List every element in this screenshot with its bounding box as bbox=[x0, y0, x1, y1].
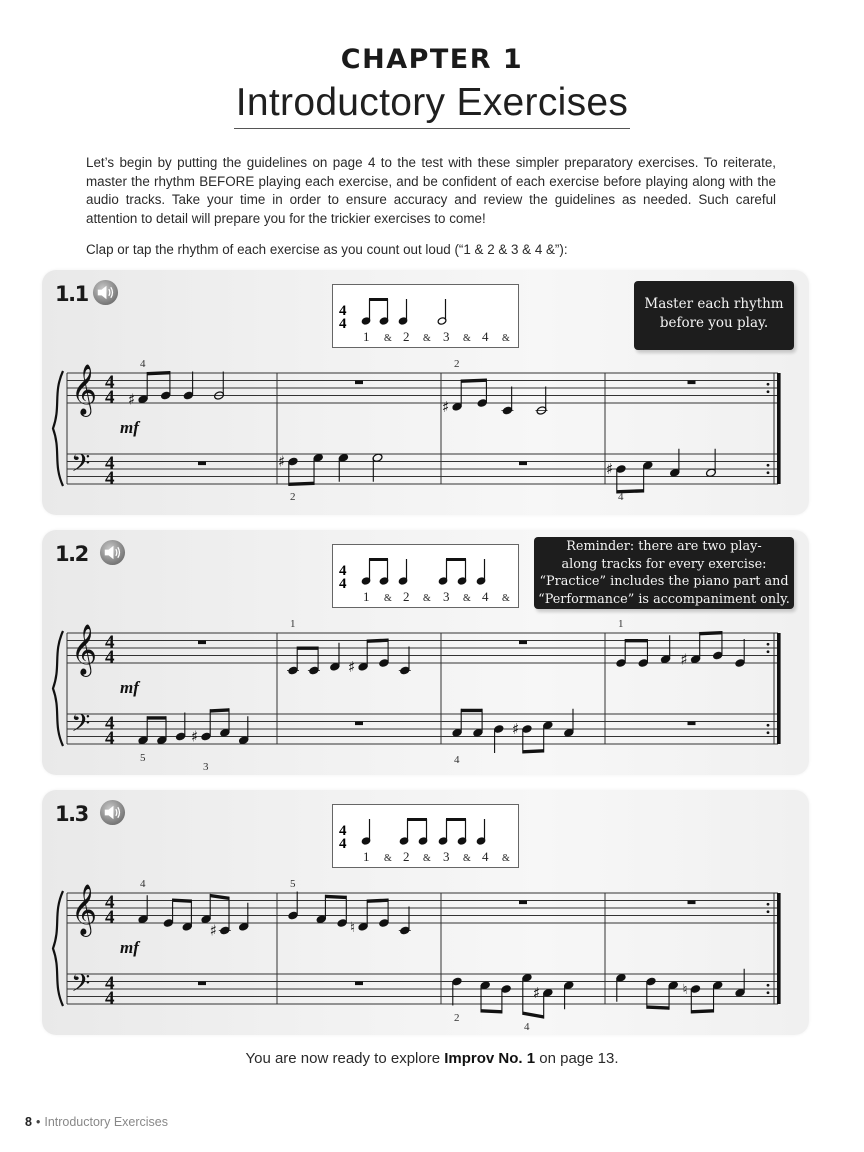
improv-reference: Improv No. 1 bbox=[444, 1050, 536, 1067]
repeat-dot bbox=[767, 991, 770, 994]
beam bbox=[147, 371, 170, 375]
chapter-label: CHAPTER 1 bbox=[340, 44, 524, 75]
svg-text:4: 4 bbox=[339, 836, 347, 852]
svg-text:1: 1 bbox=[363, 589, 370, 604]
svg-text:&: & bbox=[423, 593, 431, 604]
fingering: 2 bbox=[290, 491, 296, 503]
beam bbox=[625, 639, 647, 642]
svg-text:1: 1 bbox=[363, 849, 370, 864]
repeat-dot bbox=[767, 731, 770, 734]
svg-text:4: 4 bbox=[482, 329, 489, 344]
beam bbox=[210, 894, 229, 900]
treble-measure-1 bbox=[128, 358, 225, 408]
treble-measure-1 bbox=[198, 641, 206, 645]
bass-clef-icon: 𝄢 bbox=[71, 969, 91, 1004]
exercise-number: 1.1 bbox=[55, 282, 88, 306]
closing-text: You are now ready to explore bbox=[245, 1050, 445, 1067]
intro-paragraph: Let’s begin by putting the guidelines on page 4 to the test with these simpler preparatory exercises. To reiterate, master the rhythm BEFORE playing each exercise, and be confident of each exercise before playing along with the audio tracks. Take your time in order to ensure accuracy and review the guidelines as needed. Such careful attention to detail will prepare you for the trickier exercises to come! bbox=[86, 155, 776, 226]
beam bbox=[173, 899, 192, 903]
treble-clef-icon: 𝄞 bbox=[71, 624, 98, 675]
exercise-panel-1-3 bbox=[42, 790, 809, 1035]
treble-measure-4 bbox=[688, 901, 696, 905]
sharp-icon: ♯ bbox=[191, 727, 199, 746]
fingering: 2 bbox=[454, 358, 460, 370]
fingering: 4 bbox=[618, 491, 624, 503]
svg-text:&: & bbox=[423, 333, 431, 344]
repeat-dot bbox=[767, 464, 770, 467]
svg-text:2: 2 bbox=[403, 849, 410, 864]
natural-icon: ♮ bbox=[350, 919, 356, 936]
repeat-dot bbox=[767, 910, 770, 913]
page-footer bbox=[25, 1115, 168, 1129]
fingering: 4 bbox=[454, 753, 460, 766]
bass-time-signature-top: 4 bbox=[105, 973, 115, 994]
svg-text:3: 3 bbox=[443, 589, 450, 604]
whole-rest bbox=[519, 901, 527, 905]
fingering: 4 bbox=[140, 358, 146, 370]
grand-staff bbox=[42, 270, 809, 515]
closing-note bbox=[0, 1050, 864, 1067]
bass-measure-1 bbox=[198, 982, 206, 986]
page-number: 8 bbox=[25, 1115, 32, 1129]
treble-clef-icon: 𝄞 bbox=[71, 364, 98, 415]
bass-clef-icon: 𝄢 bbox=[71, 449, 91, 484]
sharp-icon: ♯ bbox=[442, 397, 450, 416]
treble-measure-2 bbox=[287, 878, 410, 936]
treble-clef-icon: 𝄞 bbox=[71, 884, 98, 935]
svg-text:&: & bbox=[384, 333, 392, 344]
treble-time-signature-top: 4 bbox=[105, 632, 115, 653]
repeat-dot bbox=[767, 471, 770, 474]
exercise-number: 1.2 bbox=[55, 542, 88, 566]
final-barline bbox=[777, 373, 781, 484]
treble-measure-3 bbox=[519, 901, 527, 905]
whole-rest bbox=[688, 901, 696, 905]
svg-text:&: & bbox=[502, 593, 510, 604]
dynamic-marking: mf bbox=[120, 678, 139, 697]
clap-instruction: Clap or tap the rhythm of each exercise as you count out loud (“1 & 2 & 3 & 4 &”): bbox=[86, 242, 568, 257]
brace bbox=[53, 371, 63, 486]
bass-time-signature-top: 4 bbox=[105, 453, 115, 474]
bass-measure-3 bbox=[451, 709, 574, 766]
treble-time-signature-top: 4 bbox=[105, 892, 115, 913]
page-title bbox=[0, 80, 864, 129]
fingering: 1 bbox=[618, 618, 624, 630]
fingering: 5 bbox=[140, 752, 146, 764]
bass-measure-1 bbox=[198, 462, 206, 466]
whole-rest bbox=[198, 641, 206, 645]
tip-line: “Practice” includes the piano part and bbox=[539, 574, 789, 590]
repeat-dot bbox=[767, 643, 770, 646]
sharp-icon: ♯ bbox=[348, 657, 356, 676]
sharp-icon: ♯ bbox=[278, 452, 286, 471]
dynamic-marking: mf bbox=[120, 418, 139, 437]
whole-rest bbox=[688, 381, 696, 385]
svg-text:2: 2 bbox=[403, 589, 410, 604]
treble-measure-2 bbox=[287, 618, 411, 676]
bass-measure-4 bbox=[606, 449, 716, 503]
whole-rest bbox=[198, 462, 206, 466]
beam bbox=[367, 899, 388, 903]
bass-time-signature-bottom: 4 bbox=[105, 988, 115, 1009]
sharp-icon: ♯ bbox=[128, 390, 136, 409]
beam bbox=[523, 749, 544, 753]
treble-measure-4 bbox=[615, 618, 745, 668]
exercise-panel-1-1 bbox=[42, 270, 809, 515]
repeat-dot bbox=[767, 903, 770, 906]
bass-measure-4 bbox=[615, 969, 745, 1014]
grand-staff bbox=[42, 530, 809, 775]
bass-measure-3 bbox=[451, 973, 574, 1033]
bass-measure-2 bbox=[355, 982, 363, 986]
footer-separator: • bbox=[35, 1115, 41, 1129]
final-barline bbox=[777, 633, 781, 744]
beam bbox=[461, 709, 482, 712]
svg-text:4: 4 bbox=[482, 589, 489, 604]
treble-measure-4 bbox=[688, 381, 696, 385]
exercise-panel-1-2 bbox=[42, 530, 809, 775]
fingering: 4 bbox=[140, 878, 146, 890]
beam bbox=[691, 1009, 713, 1013]
svg-text:&: & bbox=[384, 593, 392, 604]
beam bbox=[147, 716, 166, 719]
sharp-icon: ♯ bbox=[606, 460, 614, 478]
beam bbox=[210, 708, 229, 712]
svg-text:3: 3 bbox=[443, 849, 450, 864]
beam bbox=[367, 639, 388, 643]
repeat-dot bbox=[767, 390, 770, 393]
repeat-dot bbox=[767, 984, 770, 987]
whole-rest bbox=[519, 462, 527, 466]
svg-text:4: 4 bbox=[339, 303, 347, 319]
beam bbox=[481, 1009, 502, 1013]
bass-time-signature-top: 4 bbox=[105, 713, 115, 734]
treble-time-signature-bottom: 4 bbox=[105, 907, 115, 928]
svg-text:&: & bbox=[463, 333, 471, 344]
bass-measure-2 bbox=[355, 722, 363, 726]
svg-text:2: 2 bbox=[403, 329, 410, 344]
footer-section: Introductory Exercises bbox=[44, 1115, 169, 1129]
bass-time-signature-bottom: 4 bbox=[105, 728, 115, 749]
beam bbox=[325, 895, 346, 899]
beam bbox=[700, 631, 722, 635]
treble-time-signature-top: 4 bbox=[105, 372, 115, 393]
repeat-dot bbox=[767, 383, 770, 386]
sharp-icon: ♯ bbox=[512, 720, 520, 738]
fingering: 2 bbox=[454, 1012, 460, 1024]
sharp-icon: ♯ bbox=[532, 983, 541, 1002]
svg-text:&: & bbox=[463, 853, 471, 864]
tip-line: Master each rhythm bbox=[644, 296, 784, 312]
treble-time-signature-bottom: 4 bbox=[105, 647, 115, 668]
fingering: 3 bbox=[203, 761, 209, 773]
beam bbox=[297, 647, 318, 650]
bass-measure-1 bbox=[137, 708, 249, 773]
treble-time-signature-bottom: 4 bbox=[105, 387, 115, 408]
whole-rest bbox=[355, 982, 363, 986]
tip-line: “Performance” is accompaniment only. bbox=[538, 591, 790, 607]
fingering: 4 bbox=[524, 1021, 530, 1033]
dynamic-marking: mf bbox=[120, 938, 139, 957]
svg-text:&: & bbox=[384, 853, 392, 864]
svg-text:3: 3 bbox=[443, 329, 450, 344]
beam bbox=[523, 1011, 544, 1018]
treble-measure-3 bbox=[442, 358, 548, 416]
bass-measure-2 bbox=[278, 453, 383, 504]
grand-staff bbox=[42, 790, 809, 1035]
bass-clef-icon: 𝄢 bbox=[71, 709, 91, 744]
treble-measure-3 bbox=[519, 641, 527, 645]
svg-text:4: 4 bbox=[339, 576, 347, 592]
svg-text:&: & bbox=[502, 333, 510, 344]
tip-line: Reminder: there are two play- bbox=[566, 539, 762, 554]
exercise-number: 1.3 bbox=[55, 802, 88, 826]
beam bbox=[647, 1005, 669, 1009]
closing-text-end: on page 13. bbox=[535, 1050, 619, 1067]
beam bbox=[289, 482, 314, 486]
final-barline bbox=[777, 893, 781, 1004]
bass-measure-4 bbox=[688, 722, 696, 726]
tip-line: before you play. bbox=[659, 315, 769, 331]
sharp-icon: ♯ bbox=[209, 921, 218, 940]
repeat-dot bbox=[767, 650, 770, 653]
svg-text:1: 1 bbox=[363, 329, 370, 344]
repeat-dot bbox=[767, 724, 770, 727]
svg-text:&: & bbox=[423, 853, 431, 864]
sharp-icon: ♯ bbox=[680, 650, 688, 669]
svg-text:4: 4 bbox=[339, 563, 347, 579]
whole-rest bbox=[688, 722, 696, 726]
whole-rest bbox=[519, 641, 527, 645]
bass-measure-3 bbox=[519, 462, 527, 466]
brace bbox=[53, 891, 63, 1006]
page-title-text: Introductory Exercises bbox=[234, 80, 630, 129]
beam bbox=[461, 379, 486, 383]
whole-rest bbox=[355, 722, 363, 726]
brace bbox=[53, 631, 63, 746]
whole-rest bbox=[355, 381, 363, 385]
svg-text:4: 4 bbox=[339, 316, 347, 332]
fingering: 1 bbox=[290, 618, 296, 630]
tip-line: along tracks for every exercise: bbox=[561, 556, 767, 572]
svg-text:&: & bbox=[463, 593, 471, 604]
whole-rest bbox=[198, 982, 206, 986]
fingering: 5 bbox=[290, 878, 296, 890]
svg-text:4: 4 bbox=[339, 823, 347, 839]
svg-text:4: 4 bbox=[482, 849, 489, 864]
treble-measure-2 bbox=[355, 381, 363, 385]
svg-text:&: & bbox=[502, 853, 510, 864]
bass-time-signature-bottom: 4 bbox=[105, 468, 115, 489]
natural-icon: ♮ bbox=[682, 982, 688, 998]
treble-measure-1 bbox=[137, 878, 249, 940]
